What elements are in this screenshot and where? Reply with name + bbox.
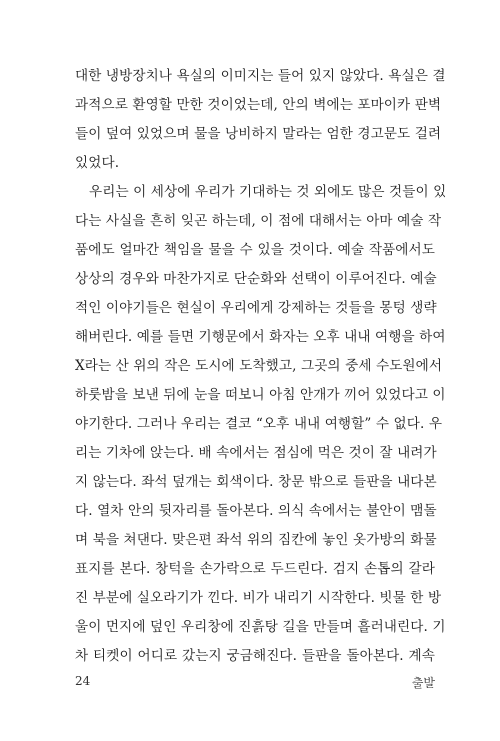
text-line-9: 적인 이야기들은 현실이 우리에게 강제하는 것들을 몽텅 생략 <box>75 300 437 316</box>
text-line-8: 상상의 경우와 마찬가지로 단순화와 선택이 이루어진다. 예술 <box>75 271 437 287</box>
text-line-12: 하룻밤을 보낸 뒤에 눈을 떠보니 아침 안개가 끼어 있었다고 이 <box>75 387 446 403</box>
text-line-10: 해버린다. 예를 들면 기행문에서 화자는 오후 내내 여행을 하여 <box>75 329 446 345</box>
text-line-20: 울이 먼지에 덮인 우리창에 진흙탕 길을 만들며 흘러내린다. 기 <box>75 619 446 635</box>
text-line-16: 다. 열차 안의 뒷자리를 돌아본다. 의식 속에서는 불안이 맴돌 <box>75 503 437 519</box>
page-number: 24 <box>75 674 91 688</box>
text-line-19: 진 부분에 실오라기가 낀다. 비가 내리기 시작한다. 빗물 한 방 <box>75 590 442 606</box>
body-text <box>75 62 447 671</box>
text-line-2: 과적으로 환영할 만한 것이었는데, 안의 벽에는 포마이카 판벽 <box>75 97 442 113</box>
text-line-21: 차 티켓이 어디로 갔는지 궁금해진다. 들판을 돌아본다. 계속 <box>75 648 435 664</box>
text-line-13: 야기한다. 그러나 우리는 결코 “오후 내내 여행할” 수 없다. 우 <box>75 416 443 432</box>
text-line-3: 들이 덮여 있었으며 물을 낭비하지 말라는 엄한 경고문도 걸려 <box>75 126 442 142</box>
running-title: 출발 <box>411 676 435 690</box>
text-line-1: 대한 냉방장치나 욕실의 이미지는 들어 있지 않았다. 욕실은 결 <box>75 68 446 84</box>
text-line-5: 우리는 이 세상에 우리가 기대하는 것 외에도 많은 것들이 있 <box>89 184 447 200</box>
page-footer <box>75 674 435 691</box>
text-line-7: 품에도 얼마간 책임을 물을 수 있을 것이다. 예술 작품에서도 <box>75 242 435 258</box>
text-line-15: 지 않는다. 좌석 덮개는 회색이다. 창문 밖으로 들판을 내다본 <box>75 474 437 490</box>
text-line-14: 리는 기차에 앉는다. 배 속에서는 점심에 먹은 것이 잘 내려가 <box>75 445 437 461</box>
text-line-17: 며 북을 쳐댄다. 맞은편 좌석 위의 짐칸에 놓인 옷가방의 화물 <box>75 532 437 548</box>
text-line-18: 표지를 본다. 창턱을 손가락으로 두드린다. 검지 손톱의 갈라 <box>75 561 435 577</box>
text-line-11: X라는 산 위의 작은 도시에 도착했고, 그곳의 중세 수도원에서 <box>75 358 443 374</box>
text-line-6: 다는 사실을 흔히 잊곤 하는데, 이 점에 대해서는 아마 예술 작 <box>75 213 442 229</box>
text-line-4: 있었다. <box>75 155 120 171</box>
